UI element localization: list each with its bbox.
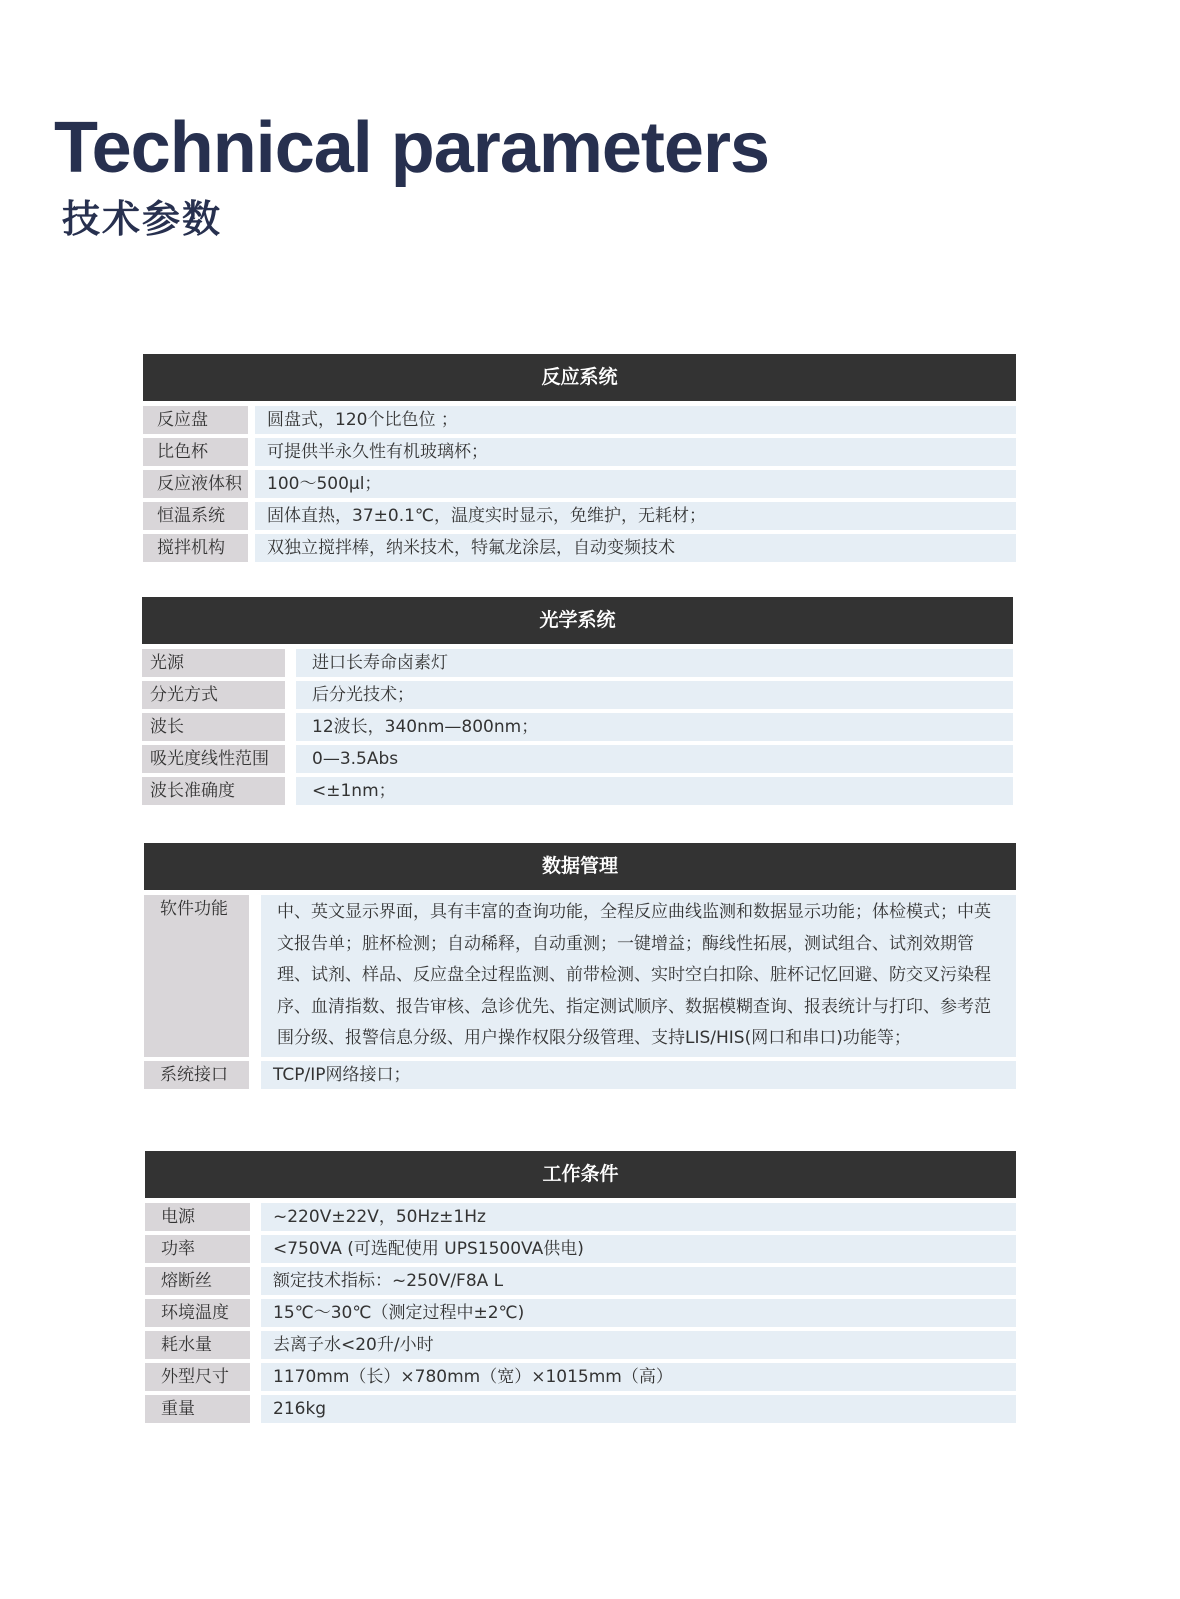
section-header: 反应系统 <box>143 354 1016 401</box>
table-row <box>143 406 1016 434</box>
row-label: 重量 <box>145 1395 250 1423</box>
row-label: 反应液体积 <box>143 470 248 498</box>
row-value: 100～500μl； <box>255 470 1016 498</box>
row-value: <±1nm； <box>296 777 1013 805</box>
row-value: 中、英文显示界面，具有丰富的查询功能，全程反应曲线监测和数据显示功能；体检模式；中英文报告单；脏杯检测；自动稀释，自动重测；一键增益；酶线性拓展，测试组合、试剂效期管理、试剂、样品、反应盘全过程监测、前带检测、实时空白扣除、脏杯记忆回避、防交叉污染程序、血清指数、报告审核、急诊优先、指定测试顺序、数据模糊查询、报表统计与打印、参考范围分级、报警信息分级、用户操作权限分级管理、支持LIS/HIS(网口和串口)功能等； <box>261 895 1016 1057</box>
table-row <box>145 1331 1016 1359</box>
row-label: 反应盘 <box>143 406 248 434</box>
section-header: 光学系统 <box>142 597 1013 644</box>
row-value: 固体直热，37±0.1℃，温度实时显示，免维护，无耗材； <box>255 502 1016 530</box>
table-row <box>145 1235 1016 1263</box>
page-subtitle: 技术参数 <box>62 197 223 241</box>
row-value: 进口长寿命卤素灯 <box>296 649 1013 677</box>
row-value: ~220V±22V，50Hz±1Hz <box>261 1203 1016 1231</box>
row-value: <750VA (可选配使用 UPS1500VA供电) <box>261 1235 1016 1263</box>
row-label: 电源 <box>145 1203 250 1231</box>
row-value: 0—3.5Abs <box>296 745 1013 773</box>
row-label: 耗水量 <box>145 1331 250 1359</box>
row-label: 功率 <box>145 1235 250 1263</box>
table-row <box>142 713 1013 741</box>
row-value: 去离子水<20升/小时 <box>261 1331 1016 1359</box>
row-label: 波长准确度 <box>142 777 285 805</box>
table-row <box>143 438 1016 466</box>
table-row <box>142 681 1013 709</box>
section-reaction-system <box>143 354 1016 566</box>
row-label: 环境温度 <box>145 1299 250 1327</box>
table-row <box>143 534 1016 562</box>
row-label: 恒温系统 <box>143 502 248 530</box>
row-label: 比色杯 <box>143 438 248 466</box>
row-label: 波长 <box>142 713 285 741</box>
section-working-conditions <box>145 1151 1016 1427</box>
section-header: 工作条件 <box>145 1151 1016 1198</box>
row-label: 吸光度线性范围 <box>142 745 285 773</box>
page-title: Technical parameters <box>54 108 770 188</box>
table-row <box>144 895 1016 1057</box>
row-value: 圆盘式，120个比色位 ； <box>255 406 1016 434</box>
table-row <box>145 1267 1016 1295</box>
row-label: 系统接口 <box>144 1061 249 1089</box>
row-value: 可提供半永久性有机玻璃杯； <box>255 438 1016 466</box>
table-row <box>145 1363 1016 1391</box>
row-label: 外型尺寸 <box>145 1363 250 1391</box>
row-value: 双独立搅拌棒，纳米技术，特氟龙涂层，自动变频技术 <box>255 534 1016 562</box>
table-row <box>142 649 1013 677</box>
section-optical-system <box>142 597 1013 809</box>
row-value: TCP/IP网络接口； <box>261 1061 1016 1089</box>
table-row <box>143 470 1016 498</box>
row-value: 15℃～30℃（测定过程中±2℃) <box>261 1299 1016 1327</box>
table-row <box>145 1299 1016 1327</box>
table-row <box>143 502 1016 530</box>
table-row <box>142 777 1013 805</box>
row-value: 12波长，340nm—800nm； <box>296 713 1013 741</box>
table-row <box>145 1203 1016 1231</box>
row-label: 软件功能 <box>144 895 249 1057</box>
row-label: 光源 <box>142 649 285 677</box>
row-value: 216kg <box>261 1395 1016 1423</box>
section-header: 数据管理 <box>144 843 1016 890</box>
row-label: 熔断丝 <box>145 1267 250 1295</box>
section-data-management <box>144 843 1016 1093</box>
row-value: 额定技术指标：~250V/F8A L <box>261 1267 1016 1295</box>
table-row <box>142 745 1013 773</box>
row-value: 后分光技术； <box>296 681 1013 709</box>
row-label: 搅拌机构 <box>143 534 248 562</box>
table-row <box>144 1061 1016 1089</box>
row-value: 1170mm（长）×780mm（宽）×1015mm（高） <box>261 1363 1016 1391</box>
table-row <box>145 1395 1016 1423</box>
row-label: 分光方式 <box>142 681 285 709</box>
